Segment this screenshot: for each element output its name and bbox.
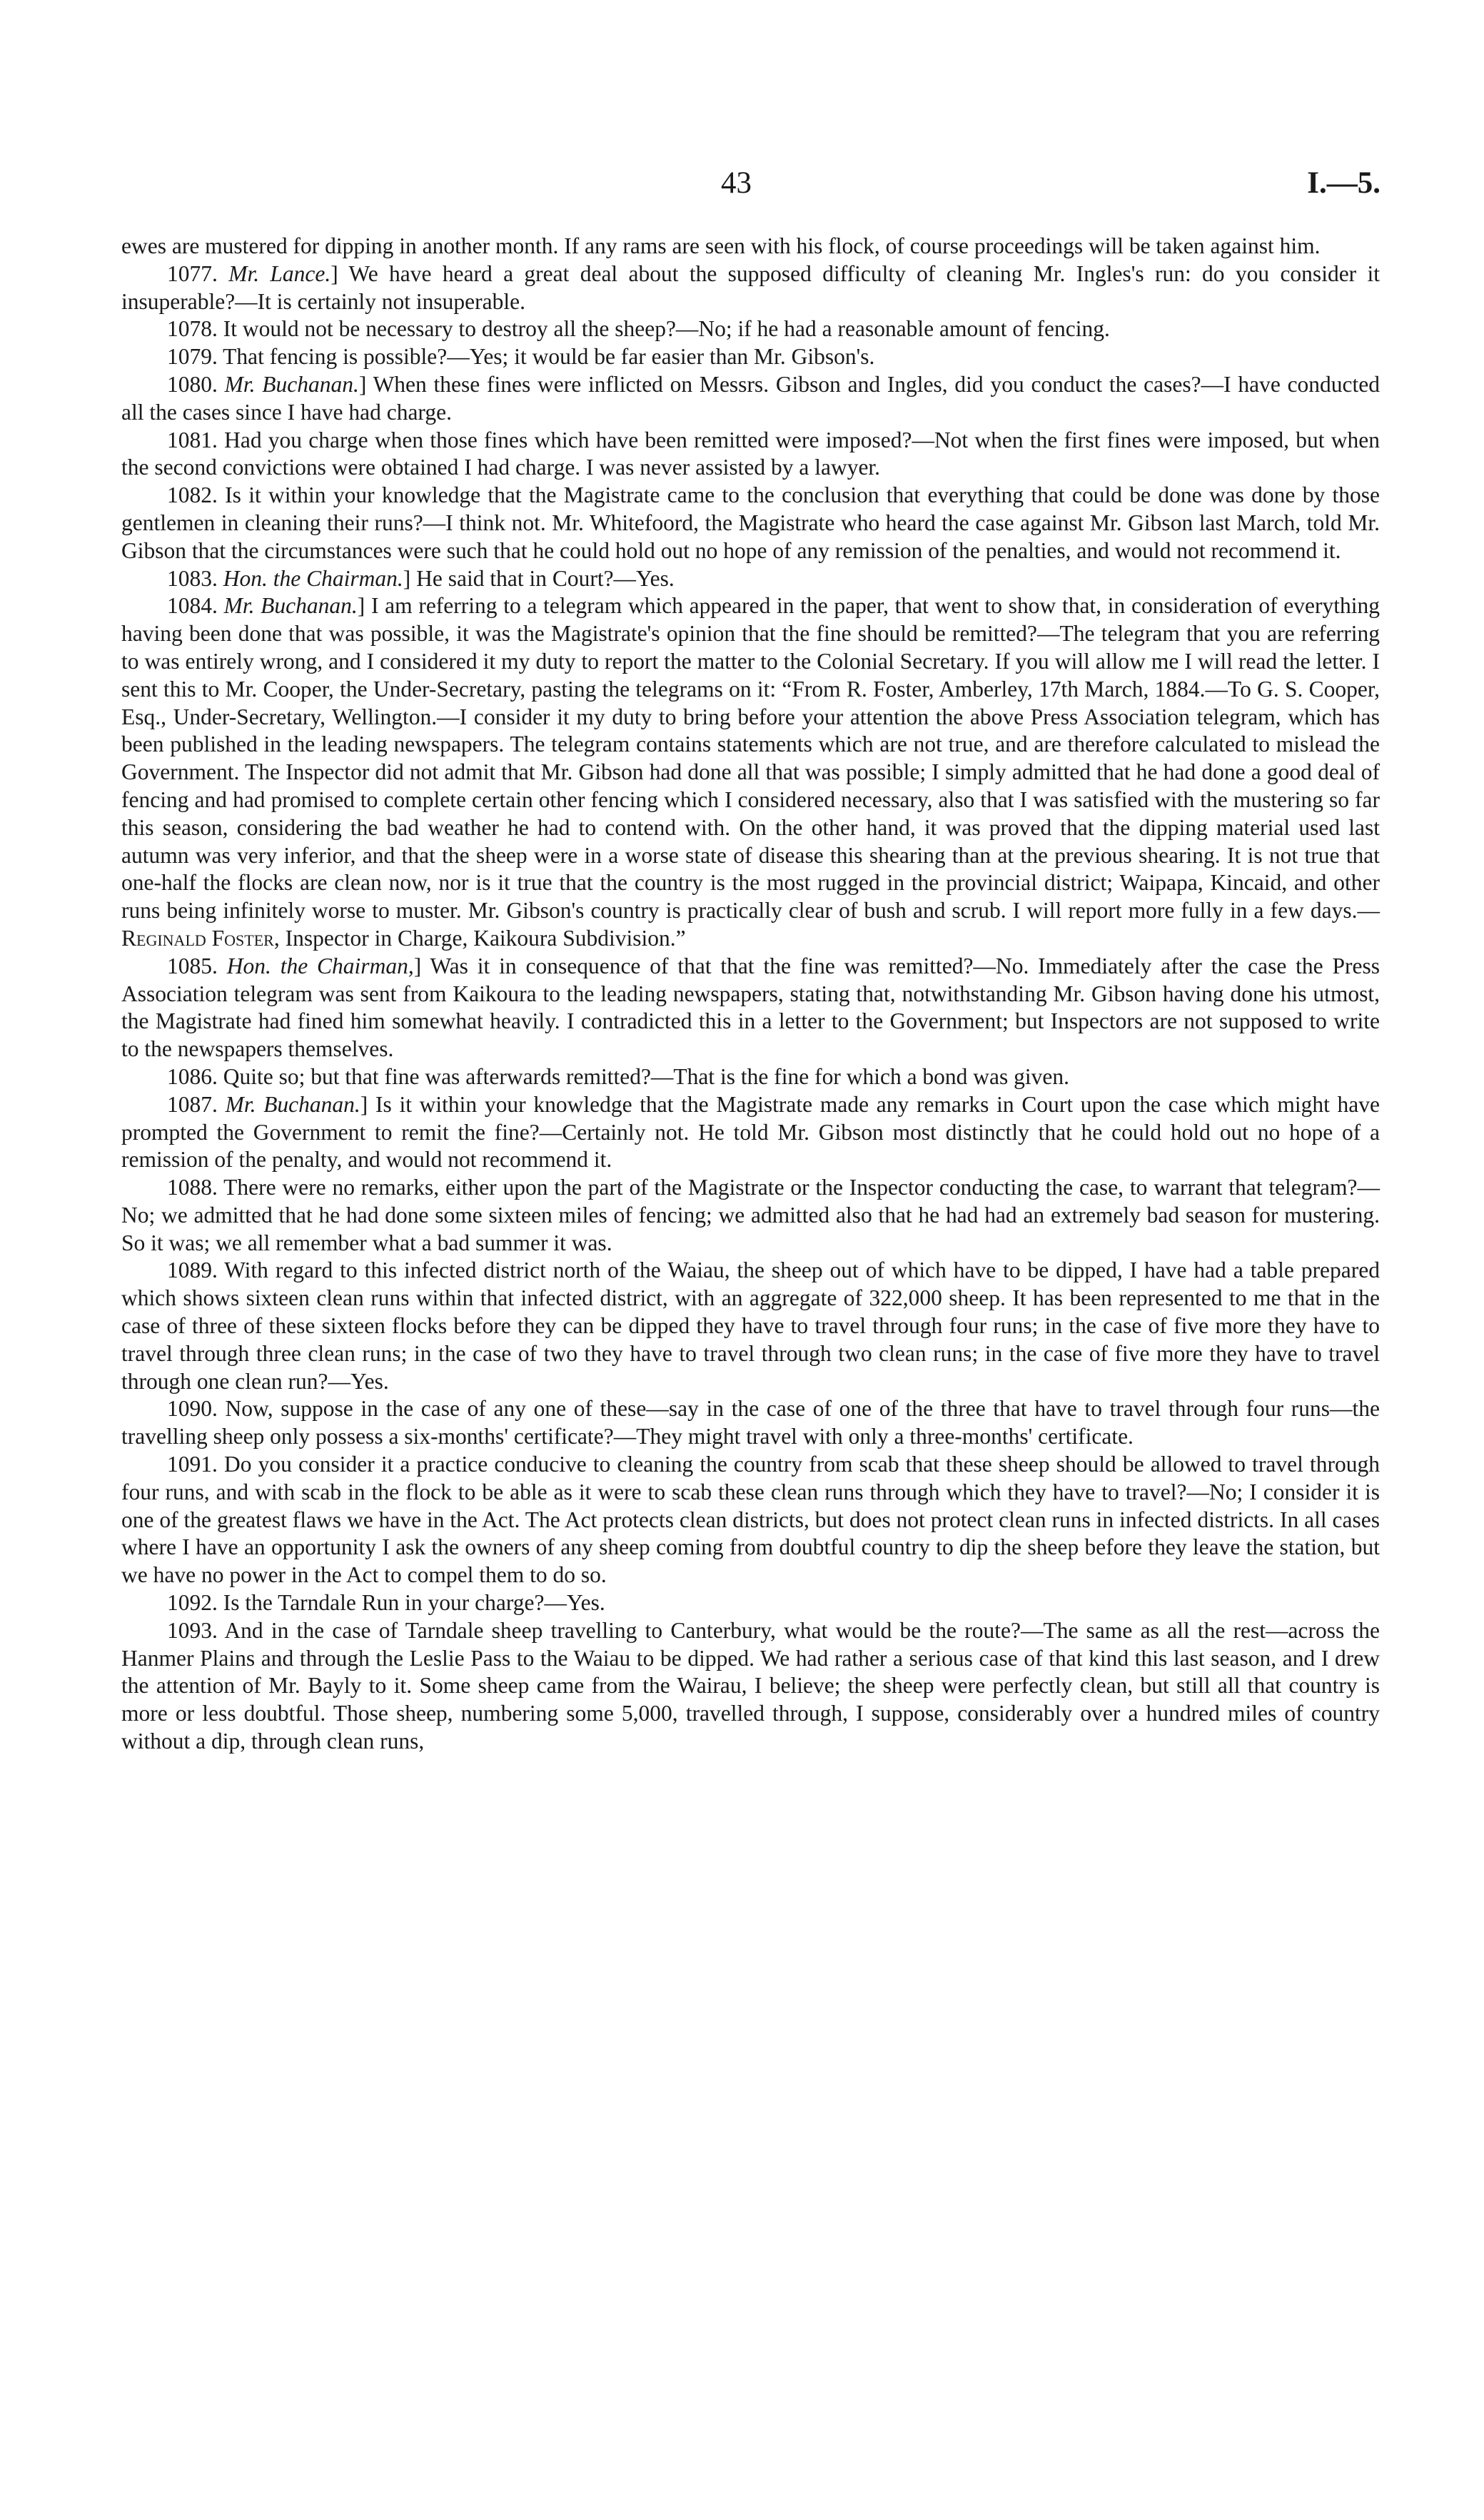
paragraph-text: 1088. There were no remarks, either upon the part of the Magistrate or the Inspector conducting the case, to warrant that telegram?—No; we admitted that he had done some sixteen miles of fencing; we admitted also that he had had an extremely bad season for mustering. So it was; we all remember what a bad summer it was. (121, 1175, 1380, 1255)
paragraph (121, 1063, 1380, 1091)
paragraph-text: 1078. It would not be necessary to destroy all the sheep?—No; if he had a reasonable amount of fencing. (167, 316, 1110, 342)
speaker-name: Mr. Buchanan. (223, 593, 358, 619)
paragraph (121, 1091, 1380, 1174)
signature-name: Reginald Foster (121, 925, 274, 951)
paragraph-text: ] Was it in consequence of that that the fine was remitted?—No. Immediately after the case the Press Association telegram was sent from Kaikoura to the leading newspapers, stating that, notwithstanding Mr. Gibson having done his utmost, the Magistrate had fined him somewhat heavily. I contradicted this in a letter to the Government; but Inspectors are not supposed to write to the newspapers themselves. (121, 953, 1380, 1062)
page-header (0, 166, 1484, 208)
paragraph (121, 1395, 1380, 1451)
paragraph-text: 1080. (167, 371, 225, 397)
paragraph-text: 1089. With regard to this infected district north of the Waiau, the sheep out of which have to be dipped, I have had a table prepared which shows sixteen clean runs within that infected district, with an aggregate of 322,000 sheep. It has been represented to me that in the case of three of these sixteen flocks before they can be dipped they have to travel through four runs; in the case of five more they have to travel through three clean runs; in the case of two they have to travel through two clean runs; in the case of five more they have to travel through one clean run?—Yes. (121, 1258, 1380, 1394)
paragraph-text: ] He said that in Court?—Yes. (403, 565, 675, 591)
paragraph-text: 1077. (167, 260, 229, 286)
paragraph (121, 233, 1380, 260)
paragraph-text: 1083. (167, 565, 223, 591)
paragraph (121, 953, 1380, 1063)
paragraph-text: ] Is it within your knowledge that the Magistrate made any remarks in Court upon the case which might have prompted the Government to remit the fine?—Certainly not. He told Mr. Gibson most distinctly that he could hold out no hope of a remission of the penalty, and would not recommend it. (121, 1091, 1380, 1173)
paragraph (121, 1257, 1380, 1395)
paragraph-text: 1084. (167, 593, 224, 619)
paragraph-text: 1082. Is it within your knowledge that the Magistrate came to the conclusion that everything that could be done was done by those gentlemen in cleaning their runs?—I think not. Mr. Whitefoord, the Magistrate who heard the case against Mr. Gibson last March, told Mr. Gibson that the circumstances were such that he could hold out no hope of any remission of the penalties, and would not recommend it. (121, 482, 1380, 563)
paragraph-text: 1085. (167, 953, 227, 978)
paragraph (121, 260, 1380, 316)
paragraph (121, 482, 1380, 565)
paragraph (121, 315, 1380, 343)
paragraph-text: , Inspector in Charge, Kaikoura Subdivision.” (273, 925, 686, 951)
paragraph-text: 1091. Do you consider it a practice conducive to cleaning the country from scab that these sheep should be allowed to travel through four runs, and with scab in the flock to be able as it were to scab these clean runs through which they have to travel?—No; I consider it is one of the greatest flaws we have in the Act. The Act protects clean districts, but does not protect clean runs in infected districts. In all cases where I have an opportunity I ask the owners of any sheep coming from doubtful country to dip the sheep before they leave the station, but we have no power in the Act to compel them to do so. (121, 1452, 1380, 1588)
paragraph-text: 1093. And in the case of Tarndale sheep travelling to Canterbury, what would be the route?—The same as all the rest—across the Hanmer Plains and through the Leslie Pass to the Waiau to be dipped. We had rather a serious case of that kind this last season, and I drew the attention of Mr. Bayly to it. Some sheep came from the Wairau, I believe; the sheep were perfectly clean, but still all that country is more or less doubtful. Those sheep, numbering some 5,000, travelled through, I suppose, considerably over a hundred miles of country without a dip, through clean runs, (121, 1617, 1380, 1754)
body-text (121, 233, 1380, 1756)
paragraph-text: ] When these fines were inflicted on Messrs. Gibson and Ingles, did you conduct the cases?—I have conducted all the cases since I have had charge. (121, 371, 1380, 425)
paragraph-text: 1086. Quite so; but that fine was afterwards remitted?—That is the fine for which a bond was given. (167, 1063, 1070, 1089)
document-reference: I.—5. (1307, 166, 1380, 200)
paragraph-text: 1087. (167, 1091, 226, 1117)
paragraph (121, 427, 1380, 482)
paragraph-text: ] We have heard a great deal about the supposed difficulty of cleaning Mr. Ingles's run: do you consider it insuperable?—It is certainly not insuperable. (121, 260, 1380, 314)
speaker-name: Mr. Lance. (228, 260, 331, 286)
paragraph (121, 1451, 1380, 1589)
paragraph (121, 371, 1380, 427)
paragraph-text: ] I am referring to a telegram which appeared in the paper, that went to show that, in consideration of everything having been done that was possible, it was the Magistrate's opinion that the fine should be remitted?—The telegram that you are referring to was entirely wrong, and I considered it my duty to report the matter to the Colonial Secretary. If you will allow me I will read the letter. I sent this to Mr. Cooper, the Under-Secretary, pasting the telegrams on it: “From R. Foster, Amberley, 17th March, 1884.—To G. S. Cooper, Esq., Under-Secretary, Wellington.—I consider it my duty to bring before your attention the above Press Association telegram, which has been published in the leading newspapers. The telegram contains statements which are not true, and are therefore calculated to mislead the Government. The Inspector did not admit that Mr. Gibson had done all that was possible; I simply admitted that he had done a good deal of fencing and had promised to complete certain other fencing which I considered necessary, also that I was satisfied with the mustering so far this season, considering the bad weather he had to contend with. On the other hand, it was proved that the dipping material used last autumn was very inferior, and that the sheep were in a worse state of disease this shearing than at the previous shearing. It is not true that one-half the flocks are clean now, nor is it true that the country is the most rugged in the provincial district; Waipapa, Kincaid, and other runs being infinitely worse to muster. Mr. Gibson's country is practically clear of bush and scrub. I will report more fully in a few days.— (121, 593, 1380, 924)
speaker-name: Hon. the Chairman. (223, 565, 403, 591)
paragraph (121, 343, 1380, 371)
paragraph-text: 1079. That fencing is possible?—Yes; it would be far easier than Mr. Gibson's. (167, 344, 875, 370)
paragraph-text: 1092. Is the Tarndale Run in your charge?—Yes. (167, 1590, 605, 1616)
paragraph-text: 1081. Had you charge when those fines which have been remitted were imposed?—Not when the first fines were imposed, but when the second convictions were obtained I had charge. I was never assisted by a lawyer. (121, 427, 1380, 480)
paragraph (121, 592, 1380, 952)
speaker-name: Mr. Buchanan. (225, 1091, 360, 1117)
paragraph-text: 1090. Now, suppose in the case of any one of these—say in the case of one of the three that have to travel through four runs—the travelling sheep only possess a six-months' certificate?—They might travel with only a three-months' certificate. (121, 1396, 1380, 1449)
speaker-name: Mr. Buchanan. (224, 371, 359, 397)
page-number: 43 (721, 166, 752, 200)
paragraph-text: ewes are mustered for dipping in another month. If any rams are seen with his flock, of course proceedings will be taken against him. (121, 233, 1321, 258)
speaker-name: Hon. the Chairman, (226, 953, 414, 978)
paragraph (121, 565, 1380, 593)
paragraph (121, 1617, 1380, 1756)
paragraph (121, 1174, 1380, 1257)
paragraph (121, 1589, 1380, 1617)
